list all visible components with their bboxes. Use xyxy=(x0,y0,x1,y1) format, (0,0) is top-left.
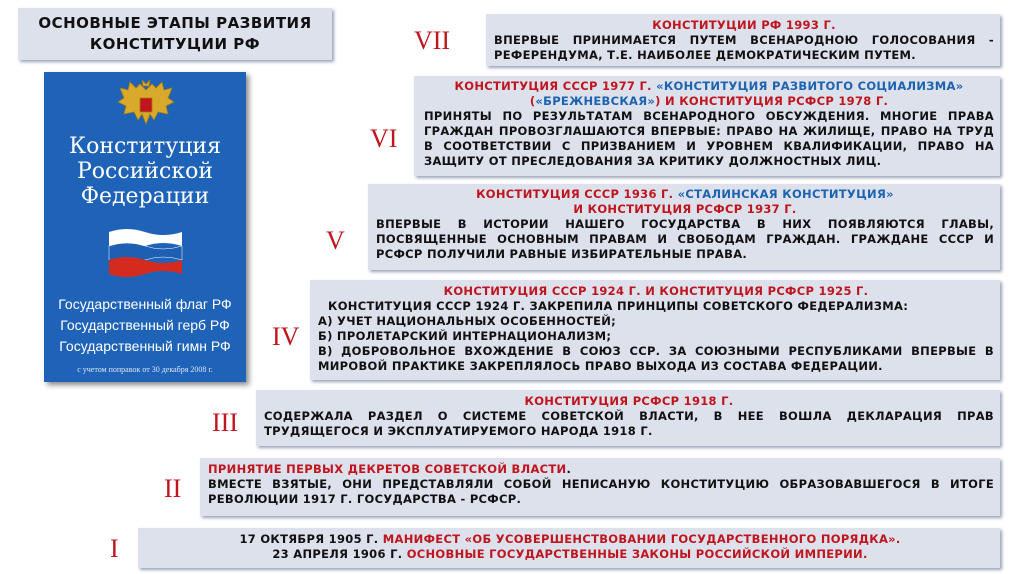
stage-heading: КОНСТИТУЦИЯ СССР 1924 Г. И КОНСТИТУЦИЯ РСФСР 1925 Г. xyxy=(443,284,869,298)
stage-box-vii xyxy=(486,14,1000,66)
stage-heading: КОНСТИТУЦИИ РФ 1993 Г. xyxy=(652,18,836,32)
stage-event: МАНИФЕСТ «ОБ УСОВЕРШЕНСТВОВАНИИ ГОСУДАРСТВЕННОГО ПОРЯДКА». xyxy=(382,532,901,546)
book-line: Государственный гимн РФ xyxy=(59,338,231,354)
stage-number-iv: IV xyxy=(272,322,300,351)
stage-heading-quote: «КОНСТИТУЦИЯ РАЗВИТОГО СОЦИАЛИЗМА» xyxy=(656,79,964,93)
stage-box-ii xyxy=(200,458,1000,516)
stage-heading-part: КОНСТИТУЦИЯ СССР 1936 Г. xyxy=(476,187,678,201)
page-title-line1: ОСНОВНЫЕ ЭТАПЫ РАЗВИТИЯ xyxy=(38,14,312,32)
stage-box-iv xyxy=(310,280,1000,380)
stage-number-vi: VI xyxy=(370,124,398,153)
stage-list-item: Б) ПРОЛЕТАРСКИЙ ИНТЕРНАЦИОНАЛИЗМ; xyxy=(318,329,612,343)
stage-heading-quote: «СТАЛИНСКАЯ КОНСТИТУЦИЯ» xyxy=(677,187,894,201)
stage-box-iii xyxy=(256,390,1000,446)
stage-number-i: I xyxy=(110,534,119,563)
book-title-line: Федерации xyxy=(80,184,210,209)
stage-heading-dot: . xyxy=(566,462,572,476)
book-title xyxy=(44,134,246,209)
constitution-book-cover xyxy=(44,72,246,382)
stage-number-ii: II xyxy=(164,474,182,503)
stage-heading-part: КОНСТИТУЦИЯ СССР 1977 Г. xyxy=(454,79,657,93)
stage-text: СОДЕРЖАЛА РАЗДЕЛ О СИСТЕМЕ СОВЕТСКОЙ ВЛАСТИ, В НЕЕ ВОШЛА ДЕКЛАРАЦИЯ ПРАВ ТРУДЯЩЕГОСЯ И ЭКСПЛУАТИРУЕМОГО НАРОДА 1918 Г. xyxy=(264,409,994,438)
stage-number-v: V xyxy=(326,226,345,255)
stage-heading-quote: «БРЕЖНЕВСКАЯ» xyxy=(535,94,656,108)
stage-line xyxy=(146,532,994,547)
stage-heading-line2: И КОНСТИТУЦИЯ РСФСР 1937 Г. xyxy=(573,202,797,216)
stage-heading: КОНСТИТУЦИЯ РСФСР 1918 Г. xyxy=(524,394,734,408)
stage-text: ВМЕСТЕ ВЗЯТЫЕ, ОНИ ПРЕДСТАВЛЯЛИ СОБОЙ НЕПИСАНУЮ КОНСТИТУЦИЮ ОБРАЗОВАВШЕГОСЯ В ИТОГЕ РЕВОЛЮЦИИ 1917 Г. ГОСУДАРСТВА - РСФСР. xyxy=(208,477,994,506)
stage-text: ВПЕРВЫЕ В ИСТОРИИ НАШЕГО ГОСУДАРСТВА В НИХ ПОЯВЛЯЮТСЯ ГЛАВЫ, ПОСВЯЩЕННЫЕ ОСНОВНЫМ ПРАВАМ И СВОБОДАМ ГРАЖДАН. ГРАЖДАНЕ СССР И РСФСР ПОЛУЧИЛИ РАВНЫЕ ИЗБИРАТЕЛЬНЫЕ ПРАВА. xyxy=(376,217,994,261)
page-title-line2: КОНСТИТУЦИИ РФ xyxy=(89,35,261,53)
stage-date: 23 АПРЕЛЯ 1906 Г. xyxy=(272,547,407,561)
stage-line xyxy=(146,547,994,562)
stage-heading xyxy=(424,79,994,94)
stage-list-item: А) УЧЕТ НАЦИОНАЛЬНЫХ ОСОБЕННОСТЕЙ; xyxy=(318,314,617,328)
stage-box-vi xyxy=(414,76,1000,176)
stage-text: ПРИНЯТЫ ПО РЕЗУЛЬТАТАМ ВСЕНАРОДНОГО ОБСУЖДЕНИЯ. МНОГИЕ ПРАВА ГРАЖДАН ПРОВОЗГЛАШАЮТСЯ ВПЕРВЫЕ: ПРАВО НА ЖИЛИЩЕ, ПРАВО НА ТРУД В СООТВЕТСТВИИ С ПРИЗВАНИЕМ И УРОВНЕМ КВАЛИФИКАЦИИ, ПРАВО НА ЗАЩИТУ ОТ ПРЕСЛЕДОВАНИЯ ЗА КРИТИКУ ДОЛЖНОСТНЫХ ЛИЦ. xyxy=(424,109,994,168)
book-line: Государственный флаг РФ xyxy=(58,296,232,312)
stage-heading-line2 xyxy=(424,94,994,109)
stage-number-iii: III xyxy=(212,408,238,437)
book-line: Государственный герб РФ xyxy=(60,317,230,333)
stage-heading xyxy=(208,462,994,477)
stage-text: ВПЕРВЫЕ ПРИНИМАЕТСЯ ПУТЕМ ВСЕНАРОДНОЮ ГОЛОСОВАНИЯ - РЕФЕРЕНДУМА, Т.Е. НАИБОЛЕЕ ДЕМОКРАТИЧЕСКИМ ПУТЕМ. xyxy=(494,33,994,62)
stage-list-item: В) ДОБРОВОЛЬНОЕ ВХОЖДЕНИЕ В СОЮЗ ССР. ЗА СОЮЗНЫМИ РЕСПУБЛИКАМИ ВПЕРВЫЕ В МИРОВОЙ ПРАКТИКЕ ЗАКРЕПЛЯЛОСЬ ПРАВО ВЫХОДА ИЗ СОСТАВА ФЕДЕРАЦИИ. xyxy=(318,344,994,373)
stage-number-vii: VII xyxy=(414,26,451,55)
stage-box-i xyxy=(138,528,1000,568)
book-note: с учетом поправок от 30 декабря 2008 г. xyxy=(77,365,213,374)
stage-event: ОСНОВНЫЕ ГОСУДАРСТВЕННЫЕ ЗАКОНЫ РОССИЙСКОЙ ИМПЕРИИ. xyxy=(406,547,868,561)
stage-date: 17 ОКТЯБРЯ 1905 Г. xyxy=(239,532,383,546)
book-title-line: Конституция xyxy=(69,134,221,159)
stage-heading-part: ) И КОНСТИТУЦИЯ РСФСР 1978 Г. xyxy=(655,94,889,108)
russian-flag-icon xyxy=(107,226,184,280)
stage-text: КОНСТИТУЦИЯ СССР 1924 Г. ЗАКРЕПИЛА ПРИНЦИПЫ СОВЕТСКОГО ФЕДЕРАЛИЗМА: xyxy=(328,299,909,313)
double-headed-eagle-icon xyxy=(116,80,176,132)
stage-box-v xyxy=(368,184,1000,270)
page-title xyxy=(18,8,332,60)
stage-heading-part: ( xyxy=(529,94,536,108)
book-lines xyxy=(44,294,246,357)
stage-heading-part: ПРИНЯТИЕ ПЕРВЫХ ДЕКРЕТОВ СОВЕТСКОЙ ВЛАСТИ xyxy=(208,462,567,476)
stage-heading xyxy=(376,187,994,202)
book-title-line: Российской xyxy=(77,159,213,184)
